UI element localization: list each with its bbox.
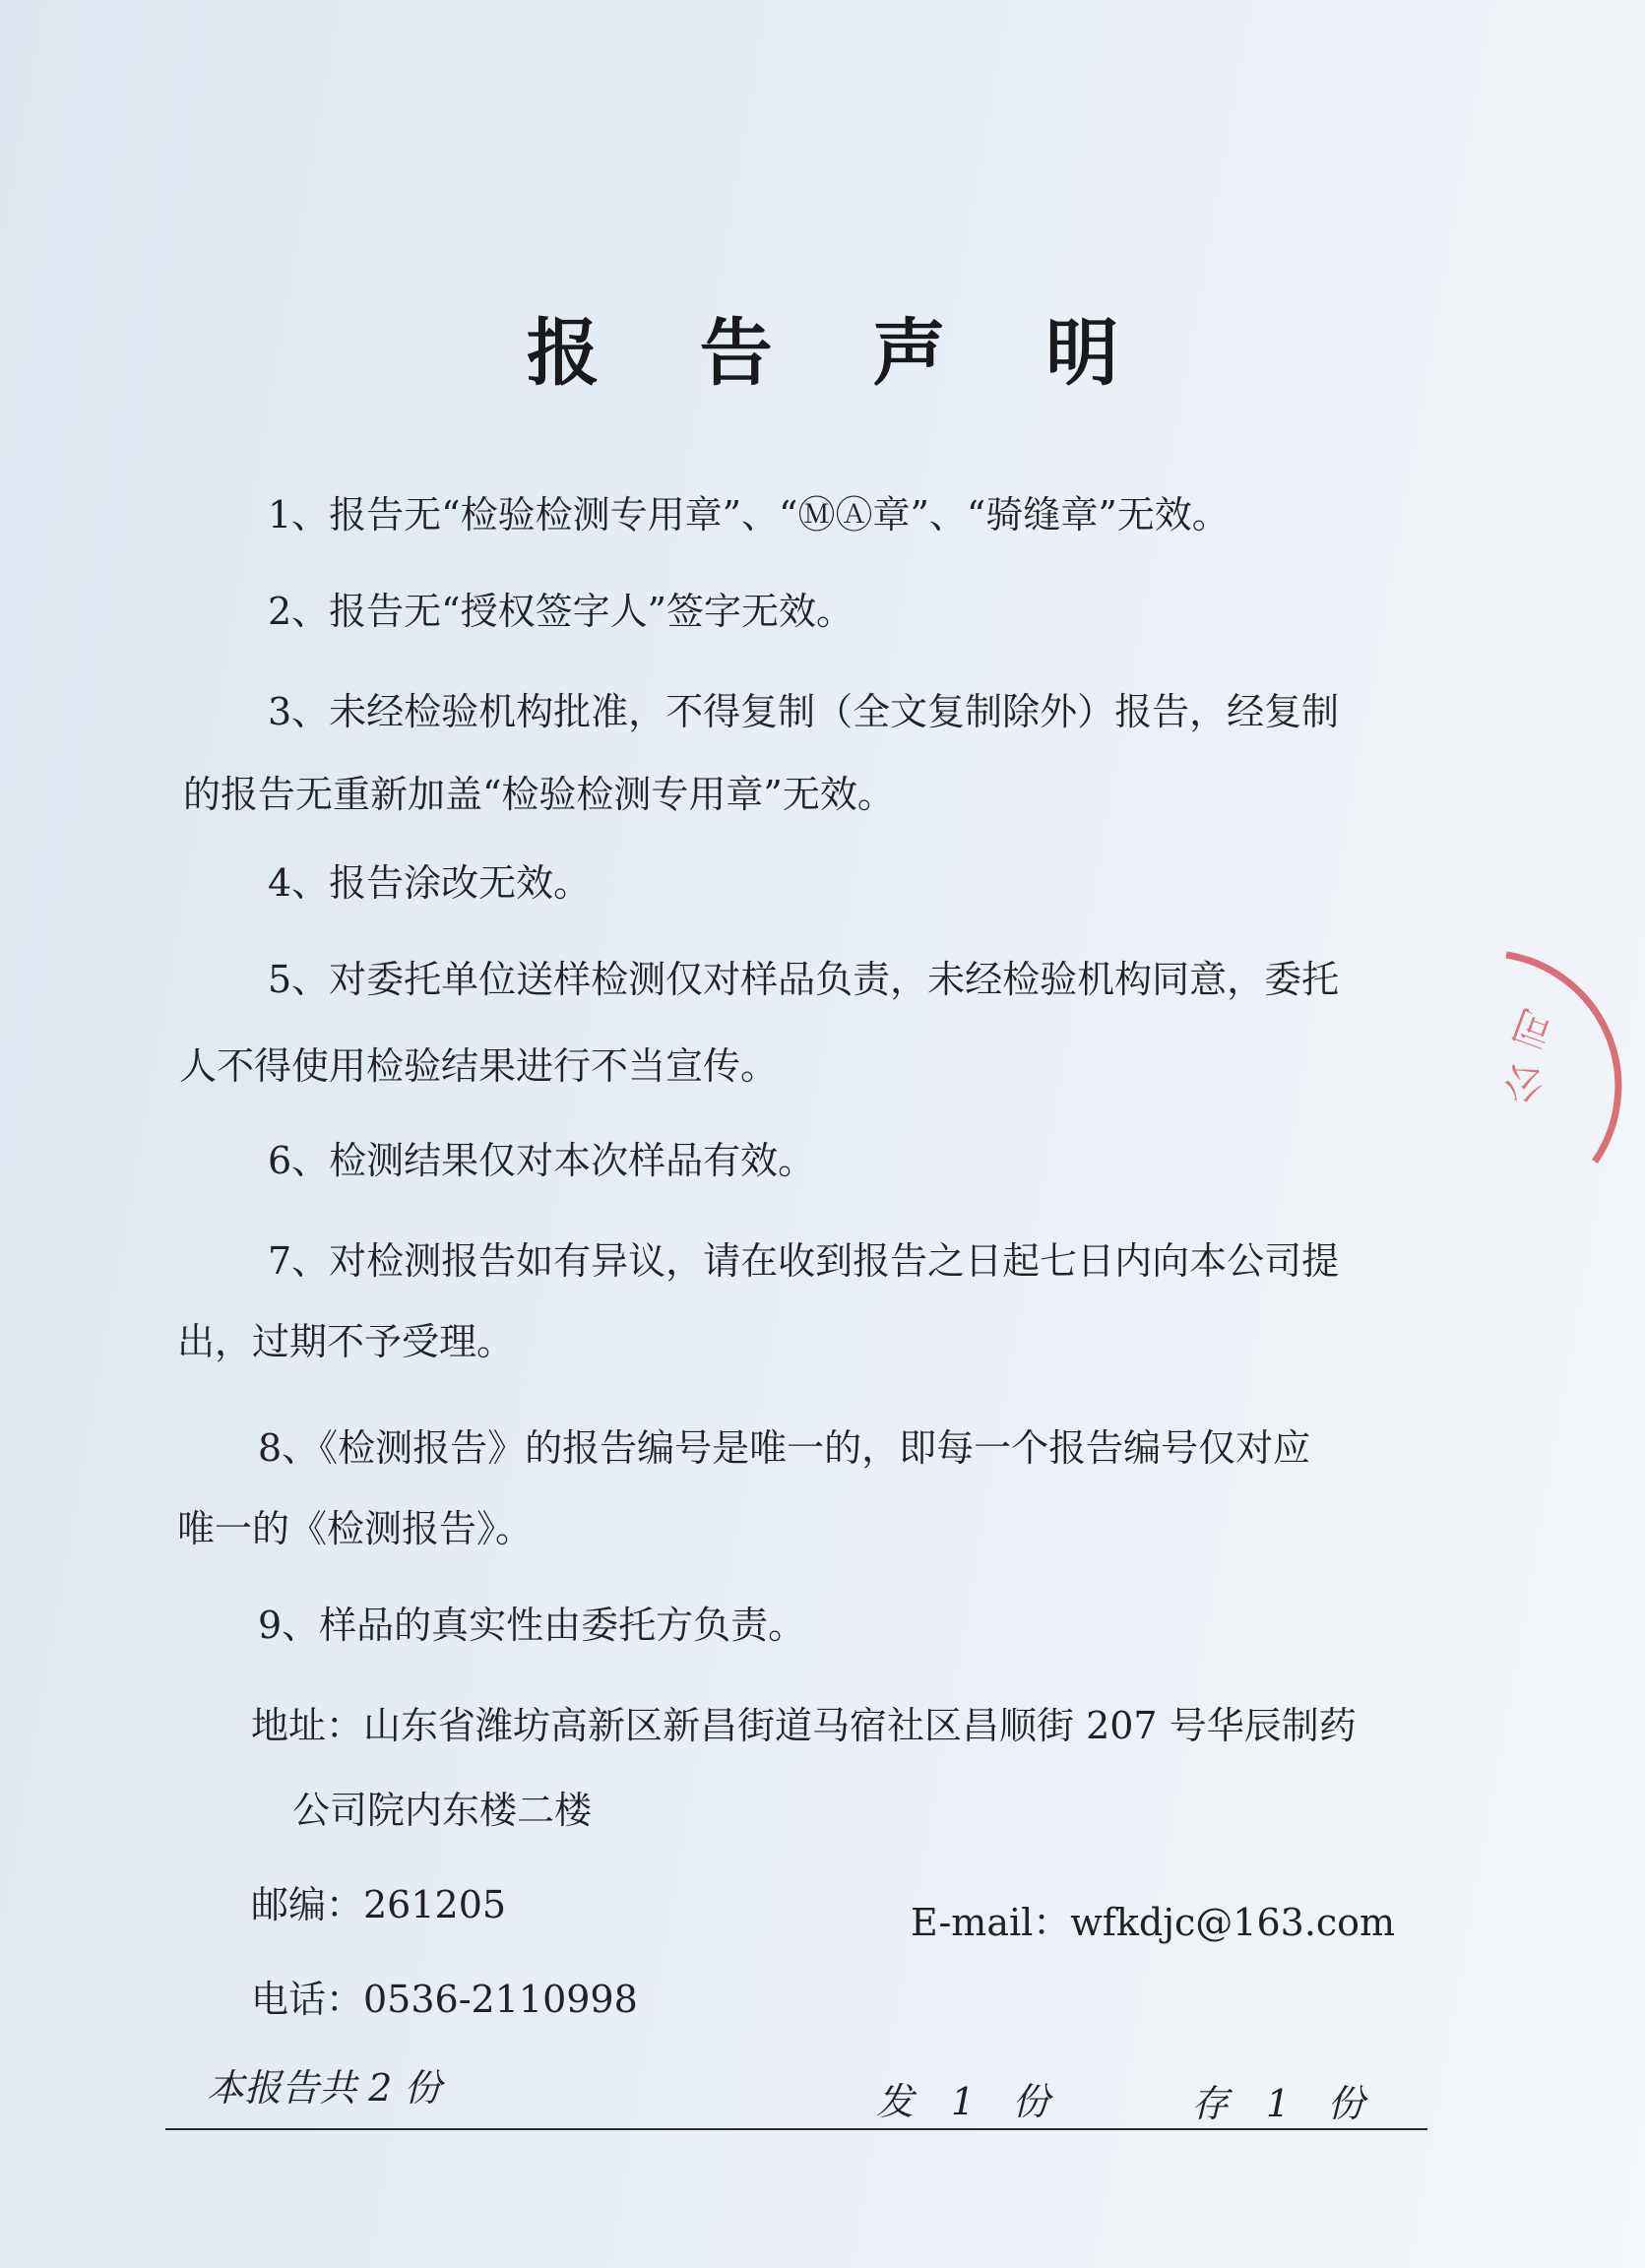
statement-5-line-1: 5、对委托单位送样检测仅对样品负责，未经检验机构同意，委托 — [268, 958, 1340, 1001]
statement-8-line-2: 唯一的《检测报告》。 — [177, 1507, 534, 1550]
statement-3-line-2: 的报告无重新加盖“检验检测专用章”无效。 — [183, 773, 895, 816]
phone-number: 电话：0536-2110998 — [251, 1978, 638, 2021]
address-line-2: 公司院内东楼二楼 — [292, 1789, 593, 1832]
issued-copies — [876, 2079, 1049, 2124]
statement-2: 2、报告无“授权签字人”签字无效。 — [268, 590, 854, 633]
statement-1: 1、报告无“检验检测专用章”、“ⓂⒶ章”、“骑缝章”无效。 — [268, 493, 1230, 536]
kept-count: 1 — [1266, 2082, 1291, 2125]
address-line-1: 地址：山东省潍坊高新区新昌街道马宿社区昌顺街 207 号华辰制药 — [251, 1704, 1357, 1747]
statement-6: 6、检测结果仅对本次样品有效。 — [268, 1139, 816, 1182]
copies-total: 本报告共 2 份 — [207, 2066, 442, 2110]
statement-4: 4、报告涂改无效。 — [268, 861, 592, 905]
issued-count: 1 — [951, 2080, 976, 2123]
statement-7-line-1: 7、对检测报告如有异议，请在收到报告之日起七日内向本公司提 — [268, 1239, 1340, 1283]
email-address: E-mail：wfkdjc@163.com — [911, 1901, 1396, 1944]
statement-9: 9、样品的真实性由委托方负责。 — [258, 1604, 806, 1647]
footer-rule — [165, 2128, 1427, 2130]
statement-8-line-1: 8、《检测报告》的报告编号是唯一的，即每一个报告编号仅对应 — [258, 1426, 1311, 1470]
statement-5-line-2: 人不得使用检验结果进行不当宣传。 — [179, 1044, 779, 1088]
kept-copies — [1191, 2081, 1364, 2126]
kept-unit: 份 — [1327, 2082, 1365, 2125]
issued-label: 发 — [876, 2080, 915, 2123]
postal-code: 邮编：261205 — [251, 1883, 507, 1926]
svg-text:公: 公 — [1500, 1056, 1548, 1108]
page-title: 报 告 声 明 — [526, 311, 1157, 396]
kept-label: 存 — [1191, 2082, 1230, 2125]
svg-text:司: 司 — [1506, 998, 1559, 1055]
statement-7-line-2: 出，过期不予受理。 — [177, 1320, 515, 1363]
statement-3-line-1: 3、未经检验机构批准，不得复制（全文复制除外）报告，经复制 — [268, 690, 1340, 733]
issued-unit: 份 — [1012, 2080, 1050, 2123]
company-seal-icon — [1496, 935, 1645, 1181]
